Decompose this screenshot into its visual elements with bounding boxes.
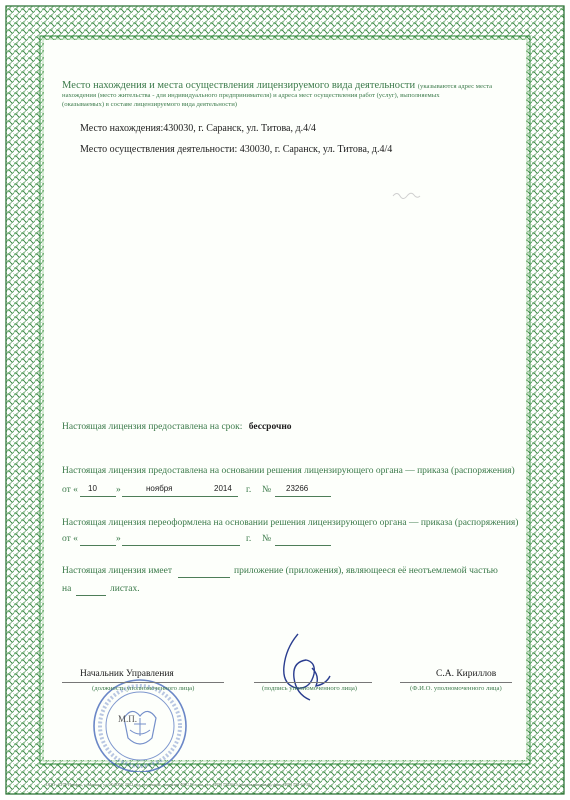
header-note-3: (оказываемых) в составе лицензируемого вида деятельности) [62, 101, 238, 108]
name-line [400, 682, 512, 683]
signature-caption: (подпись уполномоченного лица) [262, 685, 358, 692]
reissue-month-line [122, 545, 240, 546]
grant-month-line [122, 496, 238, 497]
printer-footer: ООО «СГП-Профи», г. Москва, ул. Ж-5056, 2012 год; уровень В; лицензия ФНС России, тел. (495) 7525625 (многоканальный), факс (495) 752-64-58 [46, 782, 311, 787]
reissue-year-suffix: г. [246, 534, 252, 544]
stamp-label: М.П. [118, 714, 138, 724]
grant-number-prefix: № [262, 485, 272, 495]
grant-year: 2014 [214, 484, 232, 493]
term-label: Настоящая лицензия предоставлена на срок: [62, 422, 243, 432]
activity-address: Место осуществления деятельности: 430030, г. Саранск, ул. Титова, д.4/4 [80, 144, 393, 155]
signer-name: С.А. Кириллов [436, 669, 497, 679]
signer-position: Начальник Управления [80, 669, 174, 679]
grant-day: 10 [88, 484, 97, 493]
term-row [62, 422, 292, 432]
faint-mark-icon [392, 190, 422, 200]
faint-mark [392, 190, 422, 202]
grant-from-prefix: от « [62, 485, 78, 495]
appendix-sheets-line [76, 595, 106, 596]
grant-day-line [80, 496, 116, 497]
appendix-text-1: Настоящая лицензия имеет [62, 566, 173, 576]
grant-close-quote: » [116, 485, 121, 495]
reissue-close-quote: » [116, 534, 121, 544]
term-value: бессрочно [248, 422, 292, 432]
appendix-count-line [178, 577, 230, 578]
location-address: Место нахождения:430030, г. Саранск, ул. Титова, д.4/4 [80, 123, 316, 134]
appendix-text-2: приложение (приложения), являющееся её неотъемлемой частью [234, 566, 498, 576]
grant-text: Настоящая лицензия предоставлена на основании решения лицензирующего органа — приказа (распоряжения) [62, 466, 515, 476]
reissue-text: Настоящая лицензия переоформлена на основании решения лицензирующего органа — приказа (распоряжения) [62, 518, 519, 528]
reissue-number-prefix: № [262, 534, 272, 544]
grant-month: ноября [146, 484, 173, 493]
position-caption: (должность уполномоченного лица) [92, 685, 195, 692]
reissue-day-line [80, 545, 116, 546]
appendix-on: на [62, 584, 72, 594]
name-caption: (Ф.И.О. уполномоченного лица) [410, 685, 502, 692]
reissue-from-prefix: от « [62, 534, 78, 544]
reissue-number-line [275, 545, 331, 546]
header-title: Место нахождения и места осуществления лицензируемого вида деятельности [62, 80, 416, 91]
signature-mark [268, 628, 338, 708]
header-note-1: (указываются адрес места [417, 83, 493, 90]
grant-year-suffix: г. [246, 485, 252, 495]
position-line [62, 682, 224, 683]
grant-number: 23266 [286, 484, 309, 493]
signature-line [254, 682, 372, 683]
header-note-2: нахождения (место жительства - для индивидуального предпринимателя) и адреса мест осуществления работ (услуг), выполняемых [62, 92, 440, 99]
appendix-sheets: листах. [110, 584, 140, 594]
grant-number-line [275, 496, 331, 497]
header-line-1 [62, 80, 492, 91]
